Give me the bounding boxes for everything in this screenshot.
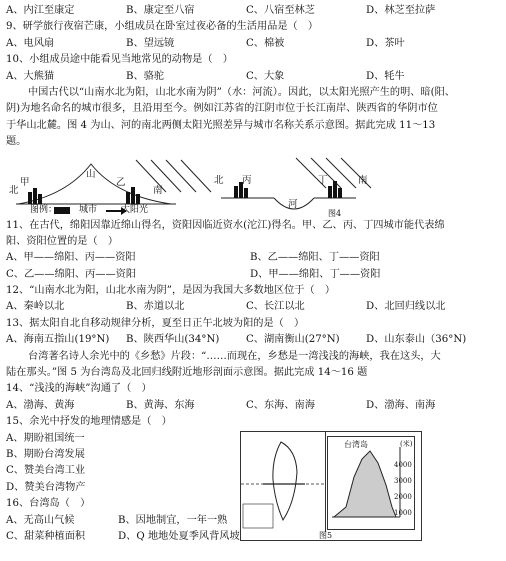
q14-option-b[interactable]: B、黄海、东海 <box>126 399 195 411</box>
q12-option-a[interactable]: A、秦岭以北 <box>6 301 65 313</box>
q15-stem: 15、余光中抒发的地理情感是（ ） <box>6 416 172 428</box>
fig4-south-label-right: 南 <box>358 174 368 186</box>
fig5-tick-3000: 3000 <box>394 477 412 485</box>
q14-option-c[interactable]: C、东海、南海 <box>246 399 315 411</box>
q16-option-a[interactable]: A、无高山气候 <box>6 514 75 526</box>
q8-option-d[interactable]: D、林芝至拉萨 <box>366 5 436 16</box>
q9-options <box>6 36 502 52</box>
q10-option-a[interactable]: A、大熊猫 <box>6 70 55 82</box>
fig4-south-label-left: 南 <box>153 184 163 196</box>
passage2-line-1: 台湾著名诗人余光中的《乡愁》片段：“……而现在，乡愁是一湾浅浅的海峡，我在这头，大 <box>28 350 441 362</box>
q11-stem-line-2: 阳、资阳位置的是（ ） <box>6 235 119 247</box>
q8-option-b[interactable]: B、康定至八宿 <box>126 5 195 16</box>
fig4-yi-label: 乙 <box>116 176 126 188</box>
passage1-line-4: 题。 <box>6 136 27 148</box>
passage1-line-2: 阴)为地名命名的城市很多，且沿用至今。例如江苏省的江阴市位于长江南岸、陕西省的华阴市位 <box>6 103 438 115</box>
q10-option-c[interactable]: C、大象 <box>246 70 285 82</box>
q10-stem: 10、小组成员途中能看见当地常见的动物是（ ） <box>6 54 233 66</box>
q11-options-row-2 <box>6 267 502 283</box>
fig4-north-label-left: 北 <box>9 184 19 196</box>
fig4-north-label-right: 北 <box>214 174 224 186</box>
fig4-legend-sun: 太阳光 <box>121 204 149 215</box>
fig4-caption: 图4 <box>328 208 342 218</box>
taiwan-map-drawing <box>241 432 325 532</box>
q16-stem: 16、台湾岛（ ） <box>6 498 91 510</box>
q15-option-d[interactable]: D、赞美台湾物产 <box>6 481 86 493</box>
sun-ray <box>181 160 211 192</box>
q15-option-b[interactable]: B、期盼台湾发展 <box>6 448 85 460</box>
fig5-tick-4000: 4000 <box>394 461 412 469</box>
q11-options-row-1 <box>6 250 502 266</box>
q12-option-b[interactable]: B、赤道以北 <box>126 301 185 313</box>
q9-option-a[interactable]: A、电风扇 <box>6 37 55 49</box>
fig5-tick-2000: 2000 <box>394 493 412 501</box>
q10-option-d[interactable]: D、牦牛 <box>366 70 405 82</box>
fig5-unit-label: (米) <box>400 440 413 448</box>
passage1-line-3: 于华山北麓。图 4 为山、河的南北两侧太阳光照差异与城市名称关系示意图。据此完成 11～13 <box>6 119 436 131</box>
sun-ray <box>326 158 356 188</box>
fig4-jia-label: 甲 <box>20 176 30 188</box>
q14-option-a[interactable]: A、渤海、黄海 <box>6 399 75 411</box>
q16-option-c[interactable]: C、甜菜种植面积 <box>6 530 86 542</box>
fig4-legend <box>30 202 148 215</box>
fig5-tick-1000: 1000 <box>394 509 412 517</box>
q10-options <box>6 69 502 85</box>
fig4-bing-label: 丙 <box>242 174 252 186</box>
q15-option-c[interactable]: C、赞美台湾工业 <box>6 465 86 477</box>
fig4-river-label: 河 <box>288 198 298 210</box>
q16-option-d[interactable]: D、Q 地地处夏季风背风坡 <box>118 530 240 542</box>
q8-options <box>6 3 502 19</box>
q8-option-a[interactable]: A、内江至康定 <box>6 5 75 16</box>
q12-option-d[interactable]: D、北回归线以北 <box>366 301 446 313</box>
q14-options <box>6 398 502 414</box>
fig5-taiwan-map <box>241 432 326 532</box>
q9-option-d[interactable]: D、茶叶 <box>366 37 405 49</box>
q12-options <box>6 299 502 315</box>
q9-stem: 9、研学旅行夜宿芒康，小组成员在卧室过夜必备的生活用品是（ ） <box>6 21 319 33</box>
passage2-line-2: 陆在那头。”图 5 为台湾岛及北回归线附近地形剖面示意图。据此完成 14～16 题 <box>6 367 368 379</box>
q13-options <box>6 332 502 348</box>
q11-option-b[interactable]: B、乙——绵阳、丁——资阳 <box>250 252 380 264</box>
q12-stem: 12、“山南水北为阳，山北水南为阴”，是因为我国大多数地区位于（ ） <box>6 285 336 297</box>
q13-option-a[interactable]: A、海南五指山(19°N) <box>6 334 110 346</box>
sun-ray <box>166 160 196 192</box>
q15-option-a[interactable]: A、期盼祖国统一 <box>6 432 85 444</box>
fig5-island-label: 台湾岛 <box>344 440 368 449</box>
fig4-legend-city: 城市 <box>79 204 98 215</box>
q13-option-d[interactable]: D、山东泰山（36°N) <box>366 334 467 346</box>
q11-option-a[interactable]: A、甲——绵阳、丙——资阳 <box>6 252 136 264</box>
q11-stem-line-1: 11、在古代，绵阳因靠近绵山得名，资阳因临近资水(沱江)得名。甲、乙、丙、丁四城市能代表绵 <box>6 219 445 231</box>
q14-stem: 14、“浅浅的海峡”沟通了（ ） <box>6 383 152 395</box>
q10-option-b[interactable]: B、骆驼 <box>126 70 165 82</box>
passage1-line-1: 中国古代以“山南水北为阳，山北水南为阴”（水：河流）。因此，以太阳光照产生的明、暗(阳、 <box>28 86 455 98</box>
q13-option-b[interactable]: B、陕西华山(34°N) <box>126 334 220 346</box>
fig4-ding-label: 丁 <box>318 174 328 186</box>
q14-option-d[interactable]: D、渤海、南海 <box>366 399 436 411</box>
q9-option-b[interactable]: B、望远镜 <box>126 37 175 49</box>
fig4-legend-prefix: 图例： <box>30 204 58 215</box>
fig5-profile <box>327 436 415 530</box>
q13-stem: 13、据太阳自北自移动规律分析，夏至日正午北坡为阳的是（ ） <box>6 317 305 329</box>
q13-option-c[interactable]: C、湖南衡山(27°N) <box>246 334 340 346</box>
q12-option-c[interactable]: C、长江以北 <box>246 301 305 313</box>
q9-option-c[interactable]: C、棉被 <box>246 37 285 49</box>
figure-5 <box>240 431 422 541</box>
q8-option-c[interactable]: C、八宿至林芝 <box>246 5 315 16</box>
q11-option-c[interactable]: C、乙——绵阳、丙——资阳 <box>6 268 137 280</box>
fig5-caption: 图5 <box>319 531 333 540</box>
q16-option-b[interactable]: B、因地制宜，一年一熟 <box>118 514 228 526</box>
fig4-mountain-label: 山 <box>86 168 96 180</box>
q11-option-d[interactable]: D、甲——绵阳、丁——资阳 <box>250 268 381 280</box>
figure-4 <box>6 152 502 218</box>
